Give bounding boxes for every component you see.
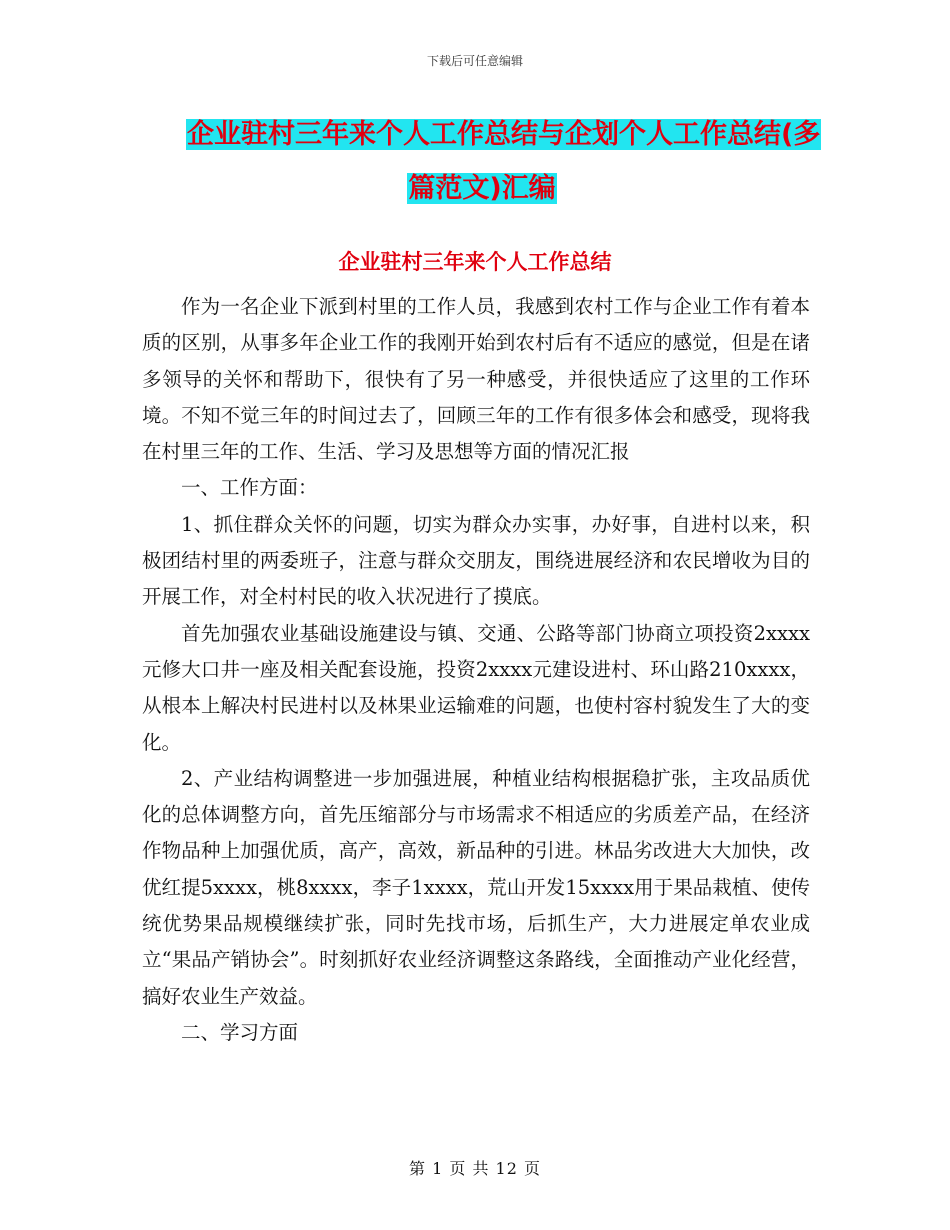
paragraph-intro: 作为一名企业下派到村里的工作人员，我感到农村工作与企业工作有着本质的区别，从事多年企业工作的我刚开始到农村后有不适应的感觉，但是在诸多领导的关怀和帮助下，很快有了另一种感受，并很快适应了这里的工作环境。不知不觉三年的时间过去了，回顾三年的工作有很多体会和感受，现将我在村里三年的工作、生活、学习及思想等方面的情况汇报: [142, 295, 810, 464]
heading-work: 一、工作方面：: [181, 476, 318, 500]
document-title: [142, 108, 822, 216]
document-title-line-1: 企业驻村三年来个人工作总结与企划个人工作总结(多: [187, 119, 821, 150]
paragraph-item-1: 1、抓住群众关怀的问题，切实为群众办实事，办好事，自进村以来，积极团结村里的两委班子，注意与群众交朋友，围绕进展经济和农民增收为目的开展工作，对全村村民的收入状况进行了摸底。: [142, 512, 810, 609]
paragraph-infrastructure: 首先加强农业基础设施建设与镇、交通、公路等部门协商立项投资2xxxx元修大口井一座及相关配套设施，投资2xxxx元建设进村、环山路210xxxx，从根本上解决村民进村以及林果业运输难的问题，也使村容村貌发生了大的变化。: [142, 621, 810, 754]
document-title-line-2: 篇范文)汇编: [408, 173, 556, 204]
heading-study: 二、学习方面: [181, 1020, 299, 1044]
page-footer-number: 第 1 页 共 12 页: [409, 1159, 541, 1178]
paragraph-item-2: 2、产业结构调整进一步加强进展，种植业结构根据稳扩张，主攻品质优化的总体调整方向，首先压缩部分与市场需求不相适应的劣质差产品，在经济作物品种上加强优质，高产，高效，新品种的引进。林品劣改进大大加快，改优红提5xxxx，桃8xxxx，李子1xxxx，荒山开发15xxxx用于果品栽植、使传统优势果品规模继续扩张，同时先找市场，后抓生产，大力进展定单农业成立“果品产销协会”。时刻抓好农业经济调整这条路线，全面推动产业化经营，搞好农业生产效益。: [142, 766, 810, 1008]
page-header-note: 下载后可任意编辑: [426, 54, 523, 68]
section-title: 企业驻村三年来个人工作总结: [338, 250, 612, 274]
document-body: [142, 289, 810, 1051]
